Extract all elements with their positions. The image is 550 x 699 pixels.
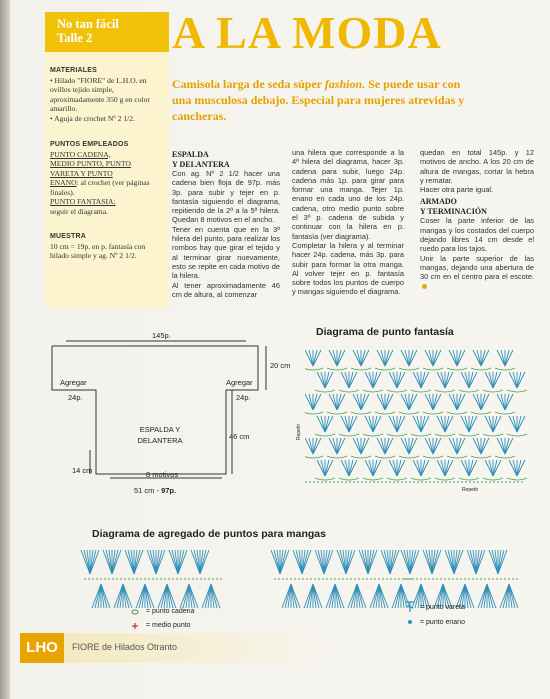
materials-item-hook: • Aguja de crochet Nº 2 1/2.	[50, 113, 135, 123]
col3-paragraph-4: Unir la parte superior de las mangas, dejando una abertura de 30 cm en el centro para el escote.	[420, 253, 534, 282]
fan-motif	[375, 350, 395, 370]
instructions-col-1	[172, 150, 280, 299]
fan-motif	[447, 350, 467, 370]
fan-motif	[363, 460, 383, 480]
assembly-heading-2: Y TERMINACIÓN	[420, 206, 487, 216]
brand-logo: LHO	[20, 633, 64, 663]
fan-motif	[305, 394, 323, 414]
fan-motif	[423, 394, 443, 414]
schematic-slit-height: 14 cm	[72, 466, 93, 475]
fan-motif	[483, 372, 503, 392]
stitch-line-1: PUNTO CADENA,	[50, 149, 111, 159]
fantasy-stitch-diagram	[305, 342, 530, 492]
fan-motif	[459, 416, 479, 436]
col1-paragraph-2: Tener en cuenta que en la 3ª hilera del punto, para realizar los rombos hay que girar el tejido y al terminar girar nuevamente, esto se repite en cada motivo de la hilera.	[172, 224, 280, 281]
fan-motif	[351, 350, 371, 370]
stitch-line-4: ENANO	[50, 178, 77, 187]
schematic-body-line-2: DELANTERA	[137, 436, 183, 445]
fan-motif	[387, 416, 407, 436]
schematic-width-label: 145p.	[152, 331, 171, 340]
schematic-body-line-1: ESPALDA Y	[139, 425, 181, 434]
stitch-fantasy-note: seguir el diagrama.	[50, 206, 108, 216]
sleeve-diagram-title: Diagrama de agregado de puntos para mangas	[92, 528, 326, 540]
fan-motif	[327, 438, 347, 458]
end-dot-icon	[422, 284, 427, 289]
footer-text: FIORE de Hilados Otranto	[72, 642, 178, 652]
slip-stitch-icon	[408, 620, 412, 624]
fan-motif	[459, 460, 479, 480]
col2-paragraph-2: Completar la hilera y al terminar hacer 24p. cadena, más 3p. para subir para formar la otra manga. Al volver tejer en p. fantasía sobre todos los puntos de cuerpo y mangas siguiendo el diagrama.	[292, 240, 404, 297]
col1-paragraph-3: Al tener aproximadamente 46 cm de altura, al comenzar	[172, 280, 280, 299]
stitches-heading: PUNTOS EMPLEADOS	[50, 141, 129, 148]
fan-motif	[387, 372, 407, 392]
fan-motif	[507, 372, 527, 392]
schematic-bottom-width	[134, 486, 176, 495]
gauge-text: 10 cm = 19p. en p. fantasía con hilado simple y ag. Nº 2 1/2.	[50, 241, 146, 260]
col3-paragraph-3: Coser la parte inferior de las mangas y los costados del cuerpo dejando libres 14 cm desde el ruedo para los tajos.	[420, 216, 534, 254]
fan-motif	[471, 394, 491, 414]
legend-single-crochet: = medio punto	[146, 622, 191, 629]
intro-fashion: fashion.	[324, 77, 366, 91]
page-title: A LA MODA	[172, 7, 442, 58]
fan-motif	[411, 416, 431, 436]
assembly-heading-1: ARMADO	[420, 197, 457, 207]
fan-motif	[399, 350, 419, 370]
fan-motif	[447, 394, 467, 414]
back-front-heading-1: ESPALDA	[172, 150, 209, 159]
legend-symbols-left	[130, 606, 142, 632]
stitch-line-4-note: : al crochet (ver páginas finales).	[50, 178, 150, 197]
col3-paragraph-2: Hacer otra parte igual.	[420, 185, 494, 195]
double-crochet-icon	[406, 602, 414, 612]
fantasy-repeat-side: Repetir	[296, 423, 302, 440]
fan-motif	[483, 460, 503, 480]
fantasy-repeat-bottom: Repetir	[462, 487, 479, 493]
fan-motif	[339, 372, 359, 392]
col1-paragraph-1: Con ag. Nº 2 1/2 hacer una cadena bien floja de 97p. más 3p. para subir y tejer en p. fantasía siguiendo el diagrama, repitiendo de la 2ª a la 5ª hilera. Quedan 8 motivos en el ancho.	[172, 169, 280, 225]
gauge-heading: MUESTRA	[50, 233, 87, 240]
schematic-motifs: 8 motivos	[146, 470, 179, 479]
fan-motif	[339, 416, 359, 436]
fan-motif	[423, 350, 443, 370]
instructions-col-3	[420, 148, 534, 291]
schematic-body-height: 46 cm	[229, 432, 250, 441]
fan-motif	[375, 394, 395, 414]
schematic-bottom-p: 97p.	[161, 486, 177, 495]
materials-item-yarn: • Hilado "FIORE" de L.H.O. en ovillos tejido simple, aproximadamente 350 g en color amarillo.	[50, 75, 150, 113]
difficulty-box	[45, 12, 169, 52]
fan-motif	[305, 350, 323, 370]
fan-motif	[423, 438, 443, 458]
fan-motif	[471, 438, 491, 458]
fan-motif	[327, 350, 347, 370]
fan-motif	[447, 438, 467, 458]
schematic-bottom-cm: 51 cm -	[134, 486, 162, 495]
fan-motif	[435, 460, 455, 480]
col3-paragraph-1: quedan en total 145p. y 12 motivos de ancho. A los 20 cm de altura de mangas, cortar la hebra y rematar.	[420, 148, 534, 185]
fan-motif	[411, 460, 431, 480]
stitch-fantasy: PUNTO FANTASIA:	[50, 197, 116, 206]
fan-motif	[315, 460, 335, 480]
fan-motif	[351, 438, 371, 458]
col2-paragraph-1: una hilera que corresponde a la 4ª hilera del diagrama, hacer 3p. cadena para subir, luego 24p. cadena más 1p. para girar para formar una manga. Tejer 1p. enano en cada uno de los 24p. cadena, otro medio punto sobre el 3º p. cadena de subida y continuar con la hilera en p. fantasía (ver diagrama).	[292, 148, 404, 241]
stitch-line-2: MEDIO PUNTO, PUNTO	[50, 159, 131, 168]
fan-motif	[483, 416, 503, 436]
intro-part1: Camisola larga de seda súper	[172, 77, 325, 91]
fan-motif	[495, 394, 515, 414]
chain-stitch-icon	[132, 610, 138, 614]
back-front-heading-2: Y DELANTERA	[172, 159, 230, 169]
fan-motif	[375, 438, 395, 458]
schematic-24p-left: 24p.	[68, 393, 83, 402]
stitch-line-3: VARETA Y PUNTO	[50, 168, 113, 178]
fantasy-diagram-title: Diagrama de punto fantasía	[316, 326, 454, 338]
fan-motif	[507, 416, 527, 436]
difficulty-label: No tan fácil	[57, 17, 119, 31]
gauge-section	[50, 232, 162, 261]
stitches-section	[50, 140, 162, 216]
size-label: Talle 2	[57, 31, 93, 45]
fan-motif	[411, 372, 431, 392]
fan-motif	[339, 460, 359, 480]
fan-motif	[387, 460, 407, 480]
legend-slip-stitch: = punto enano	[420, 619, 465, 626]
legend-chain: = punto cadena	[146, 608, 195, 615]
fan-motif	[507, 460, 527, 480]
materials-heading: MATERIALES	[50, 67, 97, 74]
single-crochet-icon	[132, 623, 138, 629]
intro-text	[172, 76, 472, 124]
fan-motif	[495, 438, 515, 458]
fan-motif	[315, 416, 335, 436]
schematic-add-left: Agregar	[60, 378, 87, 387]
page-spine-shadow	[0, 0, 10, 699]
fan-motif	[495, 350, 515, 370]
fan-motif	[459, 372, 479, 392]
instructions-col-2	[292, 148, 404, 297]
fan-motif	[351, 394, 371, 414]
fan-motif	[471, 350, 491, 370]
schematic-24p-right: 24p.	[236, 393, 251, 402]
fan-motif	[363, 372, 383, 392]
fan-motif	[315, 372, 335, 392]
schematic-body-label	[120, 424, 200, 446]
fan-motif	[435, 416, 455, 436]
legend-double-crochet: = punto vareta	[420, 604, 465, 611]
legend-symbols-right	[404, 600, 416, 628]
fan-motif	[363, 416, 383, 436]
materials-section	[50, 66, 162, 123]
fan-motif	[399, 438, 419, 458]
fan-motif	[305, 438, 323, 458]
fan-motif	[327, 394, 347, 414]
schematic-sleeve-height: 20 cm	[270, 361, 291, 370]
fan-motif	[435, 372, 455, 392]
intro-part2: Se puede usar con una musculosa debajo. Especial para mujeres atrevidas y cancheras.	[172, 77, 465, 123]
fan-motif	[399, 394, 419, 414]
schematic-add-right: Agregar	[226, 378, 253, 387]
